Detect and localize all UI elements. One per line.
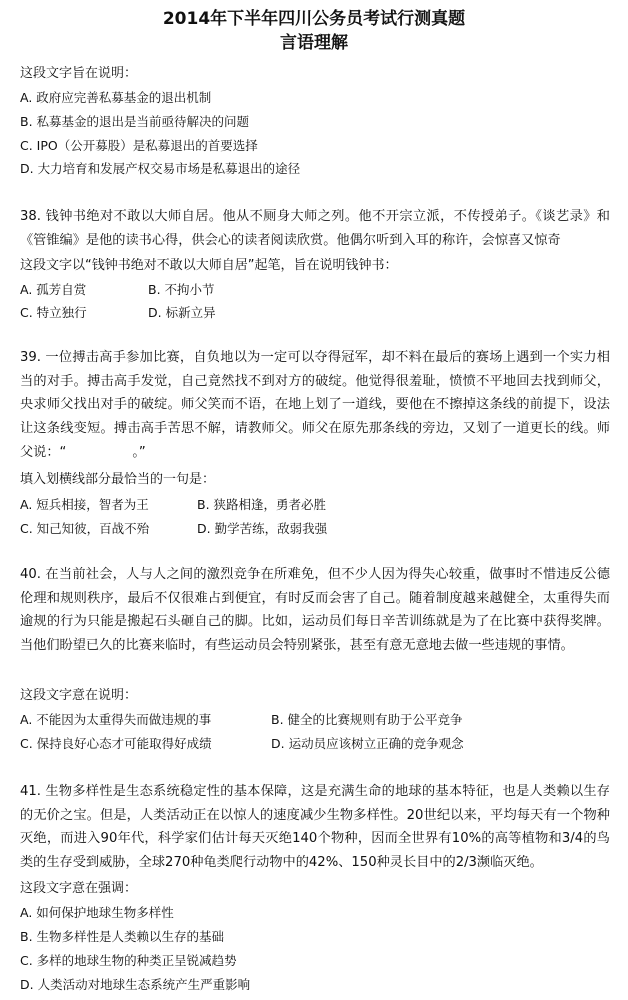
q41-prompt: 这段文字意在强调：: [20, 881, 138, 896]
q41-option-a: A. 如何保护地球生物多样性: [20, 905, 174, 920]
q41-stem: 41. 生物多样性是生态系统稳定性的基本保障，这是充满生命的地球的基本特征，也是人类赖以生存的无价之宝。但是，人类活动正在以惊人的速度减少生物多样性。20世纪以来，平均每天有一个物种灭绝，而进入90年代，科学家们估计每天灭绝140个物种，因而全世界有10%的高等植物和3/4的鸟类的生存受到威胁，全球270种龟类爬行动物中的42%、150种灵长目中的2/3濒临灭绝。: [20, 784, 610, 871]
q38-stem: 38. 钱钟书绝对不敢以大师自居。他从不厕身大师之列。他不开宗立派，不传授弟子。《谈艺录》和《管锥编》是他的读书心得，供会心的读者阅读欣赏。他偶尔听到入耳的称许，会惊喜又惊奇: [20, 209, 610, 248]
section-title: 言语理解: [280, 33, 348, 53]
q37-prompt: 这段文字旨在说明：: [20, 66, 138, 81]
q39-option-a: A. 短兵相接，智者为王: [20, 497, 149, 512]
q39-prompt: 填入划横线部分最恰当的一句是：: [20, 472, 216, 487]
q40-option-c: C. 保持良好心态才可能取得好成绩: [20, 736, 212, 751]
q40-option-b: B. 健全的比赛规则有助于公平竞争: [271, 712, 463, 727]
q37-option-c: C. IPO（公开募股）是私募退出的首要选择: [20, 138, 258, 153]
q37-option-d: D. 大力培育和发展产权交易市场是私募退出的途径: [20, 161, 301, 176]
q39-stem: 39. 一位搏击高手参加比赛，自负地以为一定可以夺得冠军，却不料在最后的赛场上遇到一个实力相当的对手。搏击高手发觉，自己竟然找不到对方的破绽。他觉得很羞耻，愤愤不平地回去找到师父，央求师父找出对手的破绽。师父笑而不语，在地上划了一道线，要他在不擦掉这条线的前提下，设法让这条线变短。搏击高手苦思不解，请教师父。师父在原先那条线的旁边，又划了一道更长的线。师父说：“ 。”: [20, 350, 610, 460]
q40-stem: 40. 在当前社会，人与人之间的激烈竞争在所难免，但不少人因为得失心较重，做事时不惜违反公德伦理和规则秩序，最后不仅很难占到便宜，有时反而会害了自己。随着制度越来越健全，太重得失而逾规的行为只能是搬起石头砸自己的脚。比如，运动员们每日辛苦训练就是为了在比赛中获得奖牌。当他们盼望已久的比赛来临时，有些运动员会特别紧张，甚至有意无意地去做一些违规的事情。: [20, 567, 610, 654]
q39-option-b: B. 狭路相逢，勇者必胜: [197, 497, 327, 512]
q40-option-d: D. 运动员应该树立正确的竞争观念: [271, 736, 464, 751]
document-title: 2014年下半年四川公务员考试行测真题: [162, 9, 466, 29]
q40-prompt: 这段文字意在说明：: [20, 688, 138, 703]
q37-option-b: B. 私募基金的退出是当前亟待解决的问题: [20, 114, 250, 129]
q41-option-c: C. 多样的地球生物的种类正呈锐减趋势: [20, 953, 237, 968]
q38-option-d: D. 标新立异: [148, 305, 216, 320]
q38-prompt: 这段文字以“钱钟书绝对不敢以大师自居”起笔，旨在说明钱钟书：: [20, 258, 398, 273]
q38-option-b: B. 不拘小节: [148, 282, 215, 297]
q37-option-a: A. 政府应完善私募基金的退出机制: [20, 90, 212, 105]
q38-option-c: C. 特立独行: [20, 305, 87, 320]
q39-option-d: D. 勤学苦练，敌弱我强: [197, 521, 328, 536]
q41-option-d: D. 人类活动对地球生态系统产生严重影响: [20, 977, 251, 992]
q41-option-b: B. 生物多样性是人类赖以生存的基础: [20, 929, 225, 944]
q40-option-a: A. 不能因为太重得失而做违规的事: [20, 712, 212, 727]
q39-option-c: C. 知己知彼，百战不殆: [20, 521, 150, 536]
q38-option-a: A. 孤芳自赏: [20, 282, 87, 297]
